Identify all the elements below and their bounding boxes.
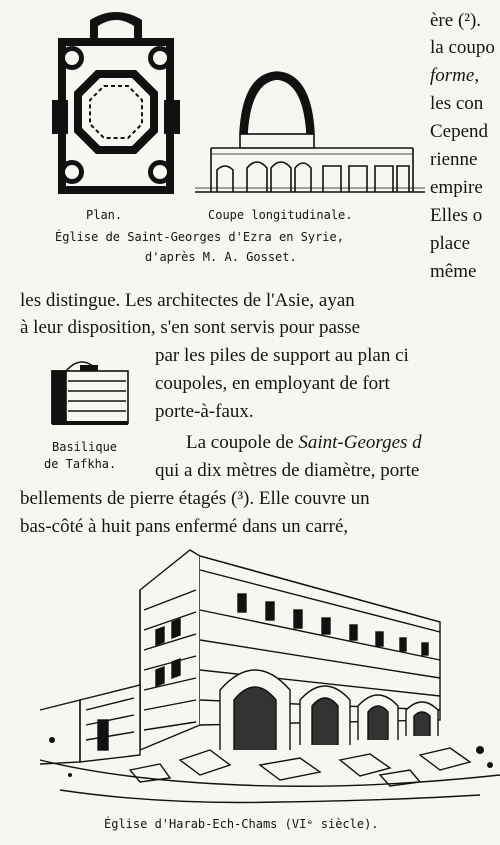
right-column-line-7: empire	[430, 177, 483, 198]
paragraph1-line-5: porte-à-faux.	[155, 401, 254, 422]
church-section-drawing	[195, 70, 425, 195]
paragraph2-line-1-prefix: La coupole de	[186, 432, 294, 453]
right-column-line-9: place	[430, 233, 471, 254]
right-column-line-8: Elles o	[430, 205, 483, 226]
right-column-line-4: les con	[430, 93, 484, 114]
paragraph2-line-4: bas-côté à huit pans enfermé dans un carré,	[20, 516, 349, 537]
paragraph1-line-3: par les piles de support au plan ci	[155, 345, 409, 366]
paragraph2-line-2: qui a dix mètres de diamètre, porte	[155, 460, 420, 481]
caption-plan: Plan.	[86, 208, 123, 222]
right-column-line-10: même	[430, 261, 477, 282]
right-column-line-5: Cepend	[430, 121, 489, 142]
paragraph1-line-4: coupoles, en employant de fort	[155, 373, 390, 394]
right-column-line-2: la coupo	[430, 37, 495, 58]
caption-basilica-line-1: Basilique	[52, 440, 118, 454]
paragraph2-line-1-italic: Saint-Georges d	[298, 432, 422, 453]
caption-section: Coupe longitudinale.	[208, 208, 353, 222]
caption-basilica-line-2: de Tafkha.	[44, 457, 117, 471]
paragraph2-line-3: bellements de pierre étagés (³). Elle couvre un	[20, 488, 370, 509]
basilica-plan-drawing	[50, 355, 130, 427]
caption-figure-title: Église de Saint-Georges d'Ezra en Syrie,	[55, 230, 344, 244]
caption-figure-credit: d'après M. A. Gosset.	[145, 250, 297, 264]
church-engraving	[40, 550, 500, 812]
paragraph1-line-1: les distingue. Les architectes de l'Asie, ayan	[20, 290, 355, 311]
caption-church: Église d'Harab-Ech-Chams (VIᵉ siècle).	[104, 817, 379, 831]
right-column-line-1: ère (²).	[430, 10, 482, 31]
right-column-line-6: rienne	[430, 149, 478, 170]
paragraph1-line-2: à leur disposition, s'en sont servis pour passe	[20, 317, 361, 338]
church-plan-drawing	[50, 10, 180, 195]
right-column-line-3: forme,	[430, 65, 480, 86]
paragraph2-line-1	[186, 432, 422, 454]
